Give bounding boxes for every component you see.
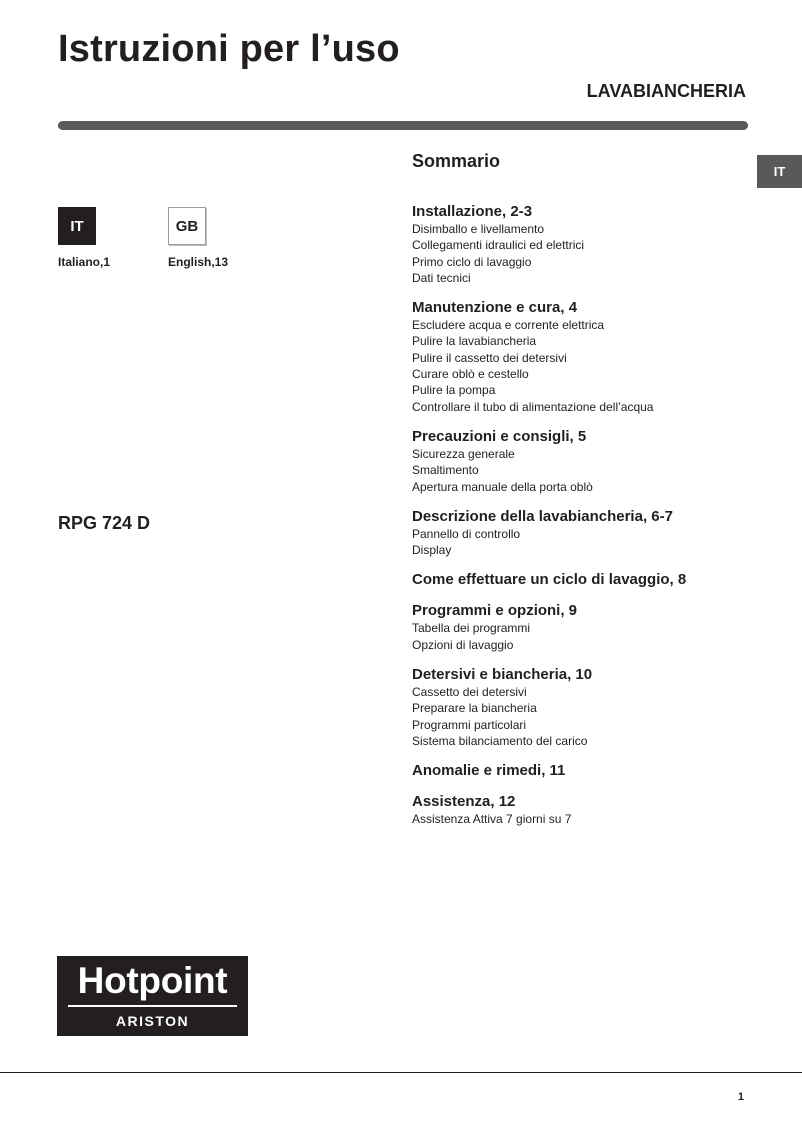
toc-section [412, 601, 772, 653]
toc-section-heading[interactable]: Programmi e opzioni, 9 [412, 602, 578, 620]
toc-item[interactable]: Apertura manuale della porta oblò [412, 479, 593, 494]
toc-section-heading[interactable]: Installazione, 2-3 [412, 203, 533, 220]
toc-item[interactable]: Display [412, 543, 452, 558]
logo-brand-text: Hotpoint [77, 960, 228, 1001]
toc-section-heading[interactable]: Anomalie e rimedi, 11 [412, 762, 566, 780]
language-label-gb: English,13 [168, 255, 229, 269]
toc-item[interactable]: Pulire la pompa [412, 383, 496, 398]
language-label-it: Italiano,1 [58, 255, 111, 269]
toc-item[interactable]: Programmi particolari [412, 717, 527, 732]
toc-item[interactable]: Pulire il cassetto dei detersivi [412, 350, 567, 365]
toc-item[interactable]: Disimballo e livellamento [412, 222, 545, 236]
toc-section-heading[interactable]: Precauzioni e consigli, 5 [412, 427, 587, 445]
header-divider [58, 121, 748, 130]
toc-section [412, 665, 772, 749]
toc-item[interactable]: Assistenza Attiva 7 giorni su 7 [412, 812, 572, 827]
toc-section-heading[interactable]: Descrizione della lavabiancheria, 6-7 [412, 507, 673, 525]
toc-section-heading[interactable]: Come effettuare un ciclo di lavaggio, 8 [412, 571, 687, 589]
toc-item[interactable]: Curare oblò e cestello [412, 367, 529, 382]
toc-item[interactable]: Smaltimento [412, 463, 479, 478]
language-code-it: IT [58, 207, 96, 245]
toc-item[interactable]: Tabella dei programmi [412, 621, 531, 636]
toc-section [412, 298, 772, 415]
toc-section-heading[interactable]: Manutenzione e cura, 4 [412, 299, 578, 317]
toc-section-heading[interactable]: Detersivi e biancheria, 10 [412, 666, 593, 684]
toc-section [412, 427, 772, 495]
toc-item[interactable]: Opzioni di lavaggio [412, 637, 514, 652]
toc-item[interactable]: Preparare la biancheria [412, 701, 537, 716]
toc-item[interactable]: Pulire la lavabiancheria [412, 334, 537, 349]
toc-item[interactable]: Pannello di controllo [412, 526, 521, 541]
toc-section [412, 792, 772, 827]
logo-sub-text: ARISTON [115, 1013, 190, 1029]
table-of-contents [412, 202, 772, 840]
toc-item[interactable]: Collegamenti idraulici ed elettrici [412, 238, 585, 253]
brand-logo [57, 956, 248, 1036]
toc-item[interactable]: Dati tecnici [412, 270, 471, 285]
toc-item[interactable]: Primo ciclo di lavaggio [412, 254, 532, 269]
language-side-tab: IT [757, 155, 802, 188]
toc-item[interactable]: Sicurezza generale [412, 446, 515, 461]
product-type: LAVABIANCHERIA [586, 81, 746, 101]
toc-title: Sommario [412, 151, 501, 171]
toc-item[interactable]: Controllare il tubo di alimentazione dell’acqua [412, 399, 654, 414]
page-number: 1 [737, 1091, 744, 1103]
toc-item[interactable]: Escludere acqua e corrente elettrica [412, 318, 605, 333]
toc-section [412, 202, 772, 286]
toc-section [412, 570, 772, 589]
language-english-link[interactable] [168, 207, 228, 269]
language-italian-link[interactable] [58, 207, 110, 269]
model-number: RPG 724 D [58, 513, 151, 533]
toc-item[interactable]: Sistema bilanciamento del carico [412, 733, 588, 748]
toc-section [412, 507, 772, 559]
toc-section-heading[interactable]: Assistenza, 12 [412, 793, 516, 811]
document-title: Istruzioni per l’uso [58, 28, 400, 70]
toc-section [412, 761, 772, 780]
footer-divider [0, 1072, 802, 1073]
toc-item[interactable]: Cassetto dei detersivi [412, 685, 527, 700]
logo-divider [68, 1005, 237, 1007]
language-code-gb: GB [168, 207, 206, 245]
